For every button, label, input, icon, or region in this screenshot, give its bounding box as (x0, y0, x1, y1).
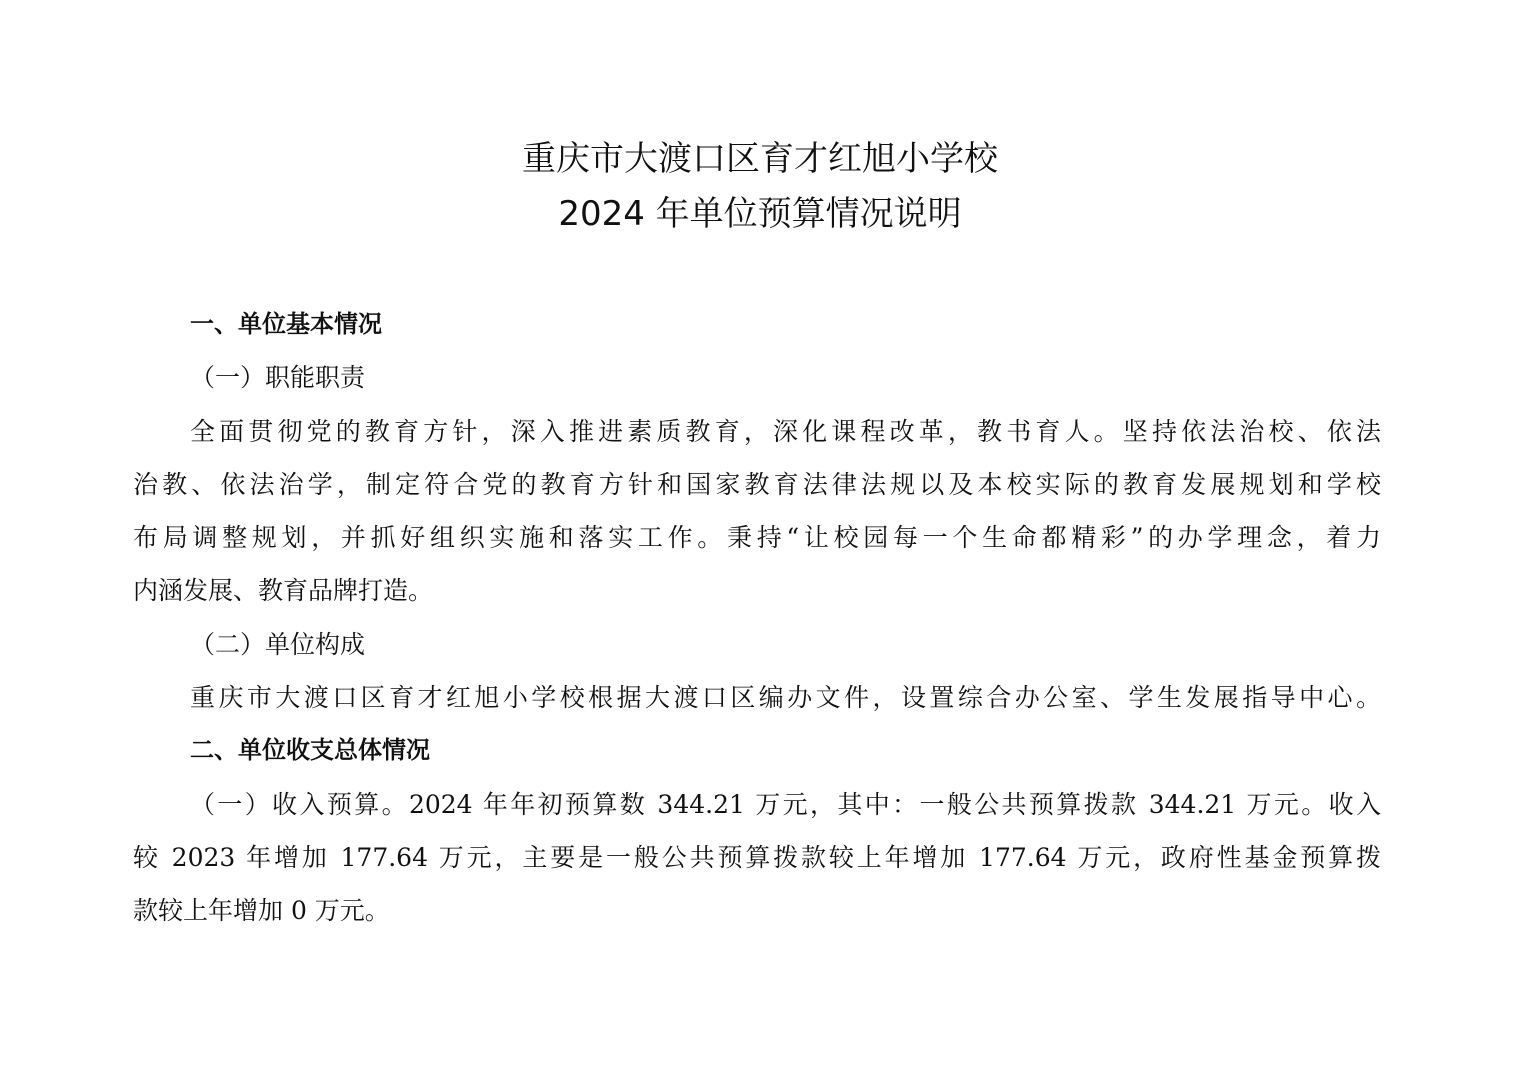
paragraph-composition-line: 重庆市大渡口区育才红旭小学校根据大渡口区编办文件，设置综合办公室、学生发展指导中心。 (190, 683, 1381, 713)
paragraph-duties-line: 全面贯彻党的教育方针，深入推进素质教育，深化课程改革，教书育人。坚持依法治校、依法 (190, 416, 1381, 446)
section-heading-budget-overview: 二、单位收支总体情况 (190, 736, 430, 765)
title-line-1: 重庆市大渡口区育才红旭小学校 (522, 139, 998, 179)
section-heading-basic-info: 一、单位基本情况 (190, 310, 382, 338)
paragraph-income-line: 款较上年增加 0 万元。 (133, 896, 390, 926)
title-line-2: 2024 年单位预算情况说明 (558, 194, 962, 234)
document-body (133, 298, 1381, 938)
document-title (0, 132, 1520, 242)
paragraph-duties-line: 布局调整规划，并抓好组织实施和落实工作。秉持“让校园每一个生命都精彩”的办学理念，着力 (133, 523, 1381, 553)
subsection-heading-composition: （二）单位构成 (190, 629, 366, 659)
paragraph-income-line: 较 2023 年增加 177.64 万元，主要是一般公共预算拨款较上年增加 177.64 万元，政府性基金预算拨 (133, 842, 1381, 872)
paragraph-income-line: （一）收入预算。2024 年年初预算数 344.21 万元，其中：一般公共预算拨款 344.21 万元。收入 (190, 789, 1381, 819)
paragraph-duties-line: 内涵发展、教育品牌打造。 (133, 576, 434, 606)
paragraph-duties-line: 治教、依法治学，制定符合党的教育方针和国家教育法律法规以及本校实际的教育发展规划和学校 (133, 469, 1381, 499)
subsection-heading-duties: （一）职能职责 (190, 363, 366, 393)
